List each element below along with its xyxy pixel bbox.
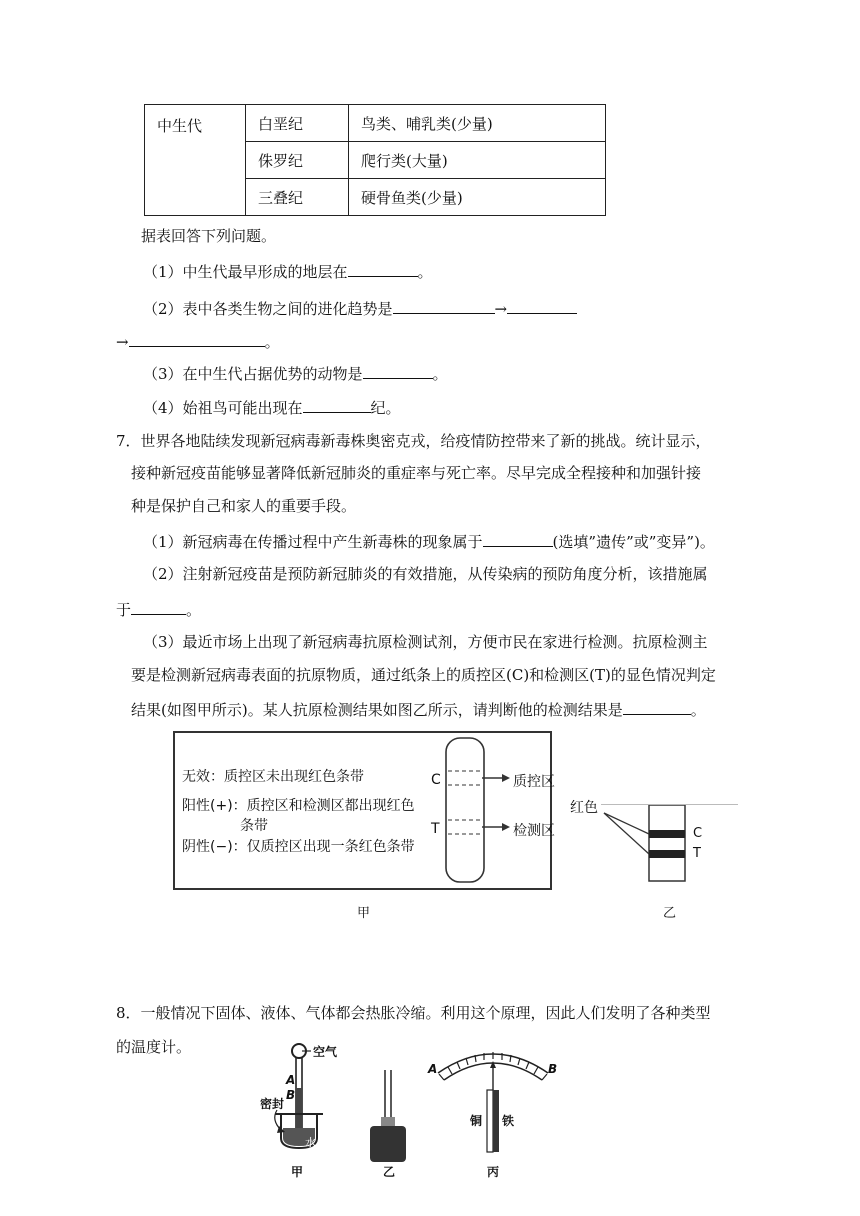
q7-sub1-text: （1）新冠病毒在传播过程中产生新毒株的现象属于 xyxy=(143,533,483,551)
era-cell: 中生代 xyxy=(145,105,246,216)
result-strip-diagram xyxy=(590,805,710,885)
answer-blank[interactable] xyxy=(348,260,418,277)
q6-part3-end: 。 xyxy=(432,365,448,383)
arrow-head xyxy=(502,823,510,831)
copper-strip xyxy=(487,1090,493,1152)
q7-line3: 种是保护自己和家人的重要手段。 xyxy=(131,497,357,515)
period-cell: 三叠纪 xyxy=(246,179,349,216)
legend-positive-cont: 条带 xyxy=(240,818,268,834)
red-band-t xyxy=(649,850,685,858)
q6-part3 xyxy=(143,362,448,384)
question-number: 8． xyxy=(116,1004,141,1022)
q7-sub1-end: (选填”遗传”或”变异”)。 xyxy=(552,533,715,551)
legend-negative: 阴性(−)：仅质控区出现一条红色条带 xyxy=(182,839,415,855)
q6-part1-end: 。 xyxy=(417,263,433,281)
q6-part2-cont xyxy=(116,330,280,352)
label-air: 空气 xyxy=(313,1045,338,1059)
answer-blank[interactable] xyxy=(363,362,433,379)
q7-sub2-cont xyxy=(116,598,201,620)
organisms-cell: 硬骨鱼类(少量) xyxy=(349,179,606,216)
answer-blank[interactable] xyxy=(623,698,691,715)
test-strip xyxy=(446,738,484,882)
test-strip-diagram xyxy=(420,736,550,886)
label-t: T xyxy=(431,821,440,837)
q7-text: 世界各地陆续发现新冠病毒新毒株奥密克戎，给疫情防控带来了新的挑战。统计显示， xyxy=(140,432,711,450)
label-c: C xyxy=(431,772,441,788)
label-dial-a: A xyxy=(428,1062,438,1076)
label-red: 红色 xyxy=(570,797,601,817)
label-t-yi: T xyxy=(693,846,701,861)
q7-sub1 xyxy=(143,530,715,552)
answer-blank[interactable] xyxy=(129,330,265,347)
pointer-line xyxy=(604,813,649,834)
q7-line2: 接种新冠疫苗能够显著降低新冠肺炎的重症率与死亡率。尽早完成全程接种和加强针接 xyxy=(131,464,702,482)
q7-sub2-end: 。 xyxy=(186,601,202,619)
thermometer-figure xyxy=(255,1040,575,1175)
organisms-cell: 鸟类、哺乳类(少量) xyxy=(349,105,606,142)
label-sealed: 密封 xyxy=(260,1097,285,1111)
question-number: 7． xyxy=(116,432,141,450)
arrow-head xyxy=(502,774,510,782)
caption-yi: 乙 xyxy=(383,1165,396,1179)
label-copper: 铜 xyxy=(470,1114,483,1128)
q7-sub2-text: 于 xyxy=(116,601,132,619)
q7-sub3-line3 xyxy=(131,698,706,720)
organisms-cell: 爬行类(大量) xyxy=(349,142,606,179)
q7-sub3-end: 。 xyxy=(690,701,706,719)
q6-part2-text: （2）表中各类生物之间的进化趋势是 xyxy=(143,300,393,318)
q6-part4-text: （4）始祖鸟可能出现在 xyxy=(143,399,303,417)
caption-yi: 乙 xyxy=(663,906,677,921)
q7-line1 xyxy=(116,431,711,451)
q6-intro: 据表回答下列问题。 xyxy=(141,227,277,245)
label-test-zone: 检测区 xyxy=(513,823,555,839)
arrow: → xyxy=(116,333,129,351)
q7-sub3-text: 结果(如图甲所示)。某人抗原检测结果如图乙所示，请判断他的检测结果是 xyxy=(131,701,623,719)
geologic-table xyxy=(144,104,606,216)
label-a: A xyxy=(286,1073,296,1087)
table-row xyxy=(145,105,606,142)
label-iron: 铁 xyxy=(502,1114,515,1128)
label-water: 水 xyxy=(305,1136,316,1149)
iron-strip xyxy=(493,1090,499,1152)
caption-jia: 甲 xyxy=(291,1165,304,1179)
period-cell: 白垩纪 xyxy=(246,105,349,142)
pointer-line xyxy=(604,813,649,854)
answer-blank[interactable] xyxy=(393,297,495,314)
liquid-bottle xyxy=(370,1126,406,1162)
arrow: → xyxy=(494,300,508,318)
arrow-head xyxy=(490,1061,496,1068)
q6-part4-end: 纪。 xyxy=(370,399,401,417)
q7-sub2: （2）注射新冠疫苗是预防新冠肺炎的有效措施，从传染病的预防角度分析，该措施属 xyxy=(143,565,708,583)
q6-part3-text: （3）在中生代占据优势的动物是 xyxy=(143,365,363,383)
q8-text: 一般情况下固体、液体、气体都会热胀冷缩。利用这个原理，因此人们发明了各种类型 xyxy=(140,1004,711,1022)
q6-part1 xyxy=(143,260,433,282)
q8-line2: 的温度计。 xyxy=(116,1038,192,1056)
q6-part4 xyxy=(143,396,401,418)
answer-blank[interactable] xyxy=(483,530,553,547)
answer-blank[interactable] xyxy=(507,297,577,314)
q6-part1-text: （1）中生代最早形成的地层在 xyxy=(143,263,348,281)
label-dial-b: B xyxy=(548,1062,558,1076)
q7-sub3-line1: （3）最近市场上出现了新冠病毒抗原检测试剂，方便市民在家进行检测。抗原检测主 xyxy=(143,633,708,651)
red-band-c xyxy=(649,830,685,838)
result-strip xyxy=(649,805,685,881)
legend-invalid: 无效：质控区未出现红色条带 xyxy=(182,769,364,785)
label-c-yi: C xyxy=(693,826,703,841)
legend-positive: 阳性(+)：质控区和检测区都出现红色 xyxy=(182,798,415,814)
answer-blank[interactable] xyxy=(303,396,371,413)
label-b: B xyxy=(286,1088,296,1102)
answer-blank[interactable] xyxy=(131,598,186,615)
q6-part2-end: 。 xyxy=(264,333,280,351)
q8-line1 xyxy=(116,1003,711,1023)
caption-bing: 丙 xyxy=(487,1165,500,1179)
caption-jia: 甲 xyxy=(357,906,371,921)
q6-part2 xyxy=(143,297,577,319)
period-cell: 侏罗纪 xyxy=(246,142,349,179)
label-control-zone: 质控区 xyxy=(513,774,555,790)
q7-sub3-line2: 要是检测新冠病毒表面的抗原物质，通过纸条上的质控区(C)和检测区(T)的显色情况判定 xyxy=(131,666,716,684)
stopper xyxy=(381,1117,395,1127)
